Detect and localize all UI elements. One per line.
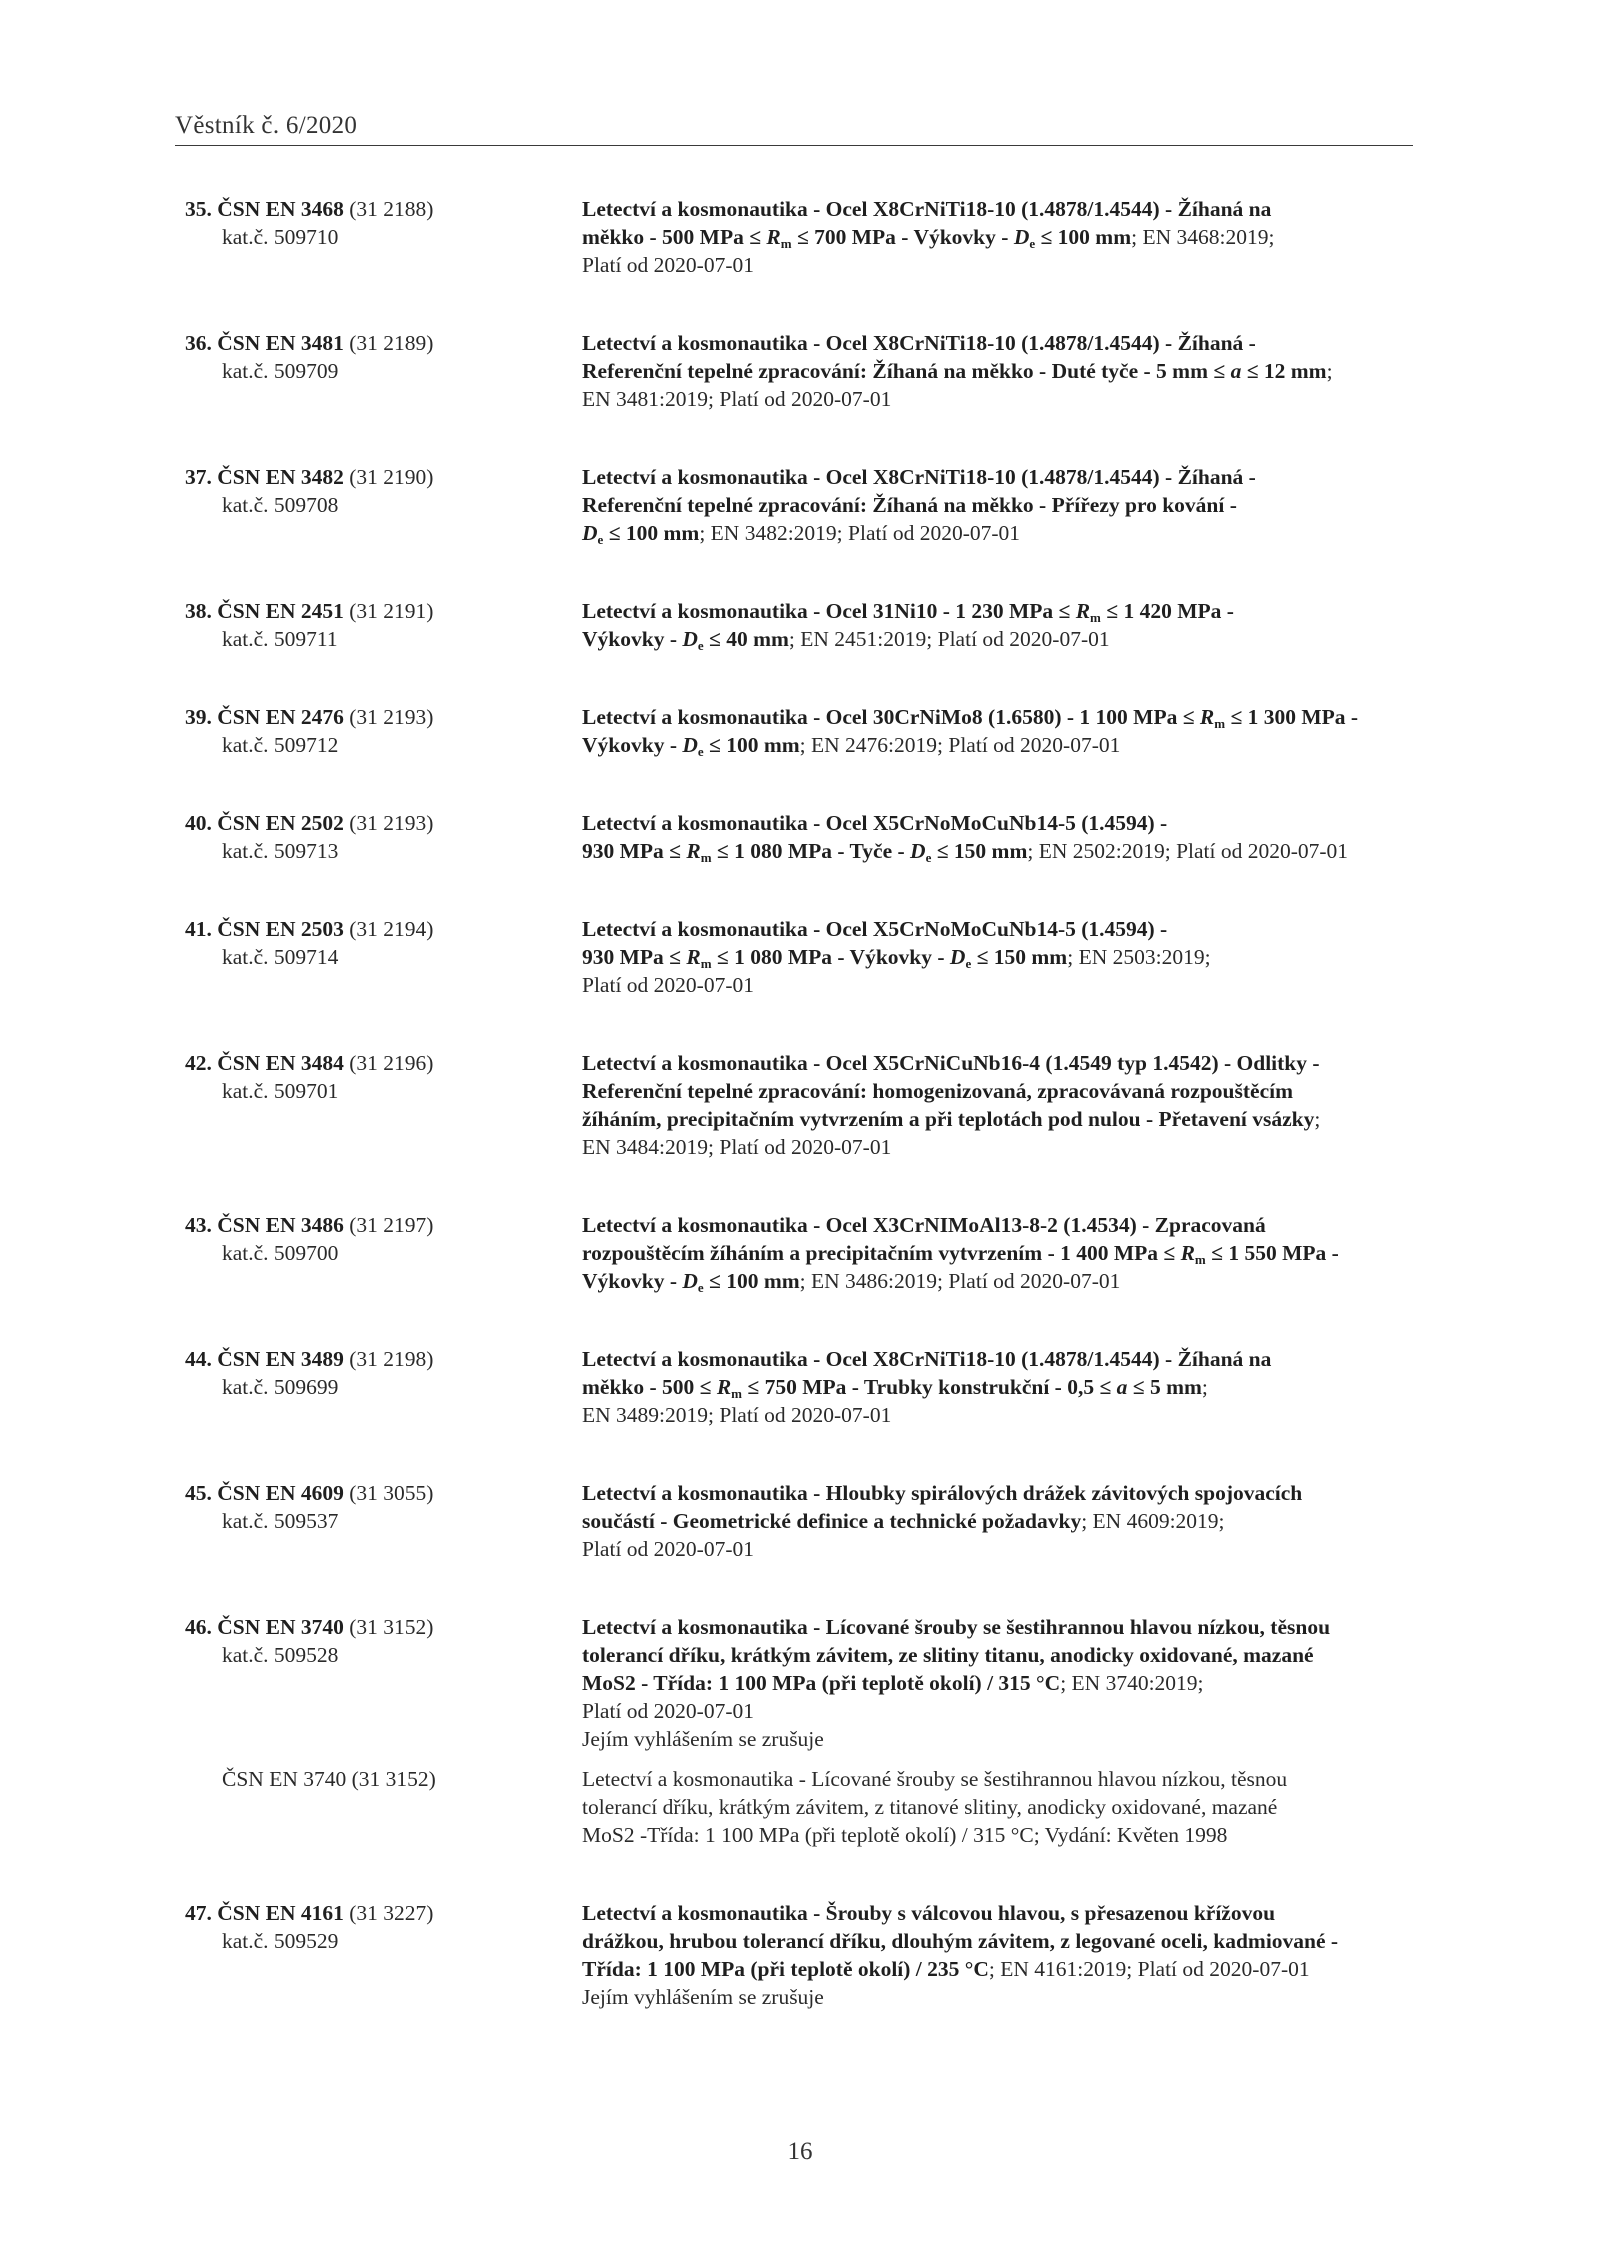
description-line xyxy=(582,491,1422,519)
text-segment: ≤ 1 550 MPa - xyxy=(1205,1241,1339,1265)
entry-number: 45. xyxy=(185,1481,212,1505)
description-line xyxy=(582,1697,1422,1725)
text-segment: ; xyxy=(1314,1107,1321,1131)
text-segment: e xyxy=(697,638,704,653)
description-line xyxy=(582,1345,1422,1373)
standard-entry xyxy=(0,195,1600,277)
text-segment: m xyxy=(1194,1252,1206,1267)
classification-code: (31 2197) xyxy=(349,1213,434,1237)
standard-designation xyxy=(185,809,515,865)
catalog-number: kat.č. 509713 xyxy=(222,839,339,863)
text-segment: tolerancí dříku, krátkým závitem, ze slitiny titanu, anodicky oxidované, mazané xyxy=(582,1643,1314,1667)
text-segment: ; xyxy=(1326,359,1333,383)
text-segment: e xyxy=(925,850,932,865)
standard-code: ČSN EN 3482 xyxy=(217,465,344,489)
catalog-number: kat.č. 509537 xyxy=(222,1509,339,1533)
description-line xyxy=(582,385,1422,413)
text-segment: ; EN 2502:2019; Platí od 2020-07-01 xyxy=(1027,839,1349,863)
description-line xyxy=(582,703,1422,731)
entry-number: 36. xyxy=(185,331,212,355)
text-segment: Platí od 2020-07-01 xyxy=(582,1537,754,1561)
text-segment: ≤ 1 300 MPa - xyxy=(1225,705,1359,729)
text-segment: ≤ 1 420 MPa - xyxy=(1100,599,1234,623)
withdrawn-description-line: MoS2 -Třída: 1 100 MPa (při teplotě okolí) / 315 °C; Vydání: Květen 1998 xyxy=(582,1823,1228,1847)
text-segment: D xyxy=(1013,225,1030,249)
standard-entry xyxy=(0,809,1600,865)
standard-designation xyxy=(185,915,515,971)
standard-code: ČSN EN 3486 xyxy=(217,1213,344,1237)
standard-designation xyxy=(185,597,515,653)
text-segment: ≤ 750 MPa - Trubky konstrukční - 0,5 ≤ xyxy=(742,1375,1117,1399)
standard-code: ČSN EN 3484 xyxy=(217,1051,344,1075)
standard-description xyxy=(582,809,1422,865)
text-segment: Platí od 2020-07-01 xyxy=(582,973,754,997)
description-line xyxy=(582,1725,1422,1753)
text-segment: R xyxy=(686,945,701,969)
standard-designation xyxy=(185,329,515,385)
text-segment: ≤ 100 mm xyxy=(1035,225,1132,249)
text-segment: ≤ 150 mm xyxy=(971,945,1068,969)
description-line xyxy=(582,223,1422,251)
classification-code: (31 3152) xyxy=(349,1615,434,1639)
classification-code: (31 2191) xyxy=(349,599,434,623)
classification-code: (31 2194) xyxy=(349,917,434,941)
text-segment: MoS2 - Třída: 1 100 MPa (při teplotě okolí) / 315 °C xyxy=(582,1671,1061,1695)
text-segment: Referenční tepelné zpracování: Žíhaná na měkko - Duté tyče - 5 mm ≤ xyxy=(582,359,1231,383)
description-line xyxy=(582,1983,1422,2011)
standard-code-line xyxy=(185,197,433,221)
text-segment: Letectví a kosmonautika - Ocel X8CrNiTi18-10 (1.4878/1.4544) - Žíhaná na xyxy=(582,1347,1272,1371)
text-segment: R xyxy=(1180,1241,1195,1265)
text-segment: Letectví a kosmonautika - Ocel X5CrNoMoCuNb14-5 (1.4594) - xyxy=(582,917,1168,941)
page-header-title: Věstník č. 6/2020 xyxy=(175,112,358,139)
standard-entry xyxy=(0,1479,1600,1561)
text-segment: Výkovky - xyxy=(582,627,683,651)
standard-description xyxy=(582,1345,1422,1429)
entry-number: 39. xyxy=(185,705,212,729)
entry-number: 46. xyxy=(185,1615,212,1639)
description-line xyxy=(582,731,1422,759)
description-line xyxy=(582,329,1422,357)
text-segment: D xyxy=(682,733,698,757)
classification-code: (31 2193) xyxy=(349,705,434,729)
standard-description xyxy=(582,1899,1422,2011)
entry-number: 38. xyxy=(185,599,212,623)
catalog-number: kat.č. 509701 xyxy=(222,1079,339,1103)
standard-entry xyxy=(0,597,1600,653)
catalog-number: kat.č. 509708 xyxy=(222,493,339,517)
standard-code-line xyxy=(185,1347,433,1371)
classification-code: (31 2196) xyxy=(349,1051,434,1075)
text-segment: ≤ 1 080 MPa - Tyče - xyxy=(711,839,911,863)
text-segment: D xyxy=(910,839,926,863)
description-line xyxy=(582,519,1422,547)
standard-description xyxy=(582,915,1422,999)
text-segment: ≤ 1 080 MPa - Výkovky - xyxy=(711,945,950,969)
standard-entry xyxy=(0,1613,1600,1847)
text-segment: EN 3481:2019; Platí od 2020-07-01 xyxy=(582,387,892,411)
entry-number: 42. xyxy=(185,1051,212,1075)
text-segment: ; EN 4161:2019; Platí od 2020-07-01 xyxy=(988,1957,1310,1981)
description-line xyxy=(582,357,1422,385)
text-segment: D xyxy=(682,627,698,651)
text-segment: Jejím vyhlášením se zrušuje xyxy=(582,1985,824,2009)
text-segment: e xyxy=(597,532,604,547)
standard-code-line xyxy=(185,1615,433,1639)
text-segment: Platí od 2020-07-01 xyxy=(582,1699,754,1723)
text-segment: měkko - 500 MPa ≤ xyxy=(582,225,767,249)
text-segment: Letectví a kosmonautika - Hloubky spirálových drážek závitových spojovacích xyxy=(582,1481,1303,1505)
classification-code: (31 3227) xyxy=(349,1901,434,1925)
text-segment: EN 3484:2019; Platí od 2020-07-01 xyxy=(582,1135,892,1159)
standard-designation xyxy=(185,195,515,251)
standard-description xyxy=(582,195,1422,279)
header-divider xyxy=(175,145,1413,146)
text-segment: ; EN 2503:2019; xyxy=(1067,945,1211,969)
entry-number: 37. xyxy=(185,465,212,489)
classification-code: (31 2188) xyxy=(349,197,434,221)
standard-code: ČSN EN 4609 xyxy=(217,1481,344,1505)
text-segment: ≤ 5 mm xyxy=(1127,1375,1202,1399)
text-segment: ; EN 3486:2019; Platí od 2020-07-01 xyxy=(799,1269,1121,1293)
withdrawn-description-line: Letectví a kosmonautika - Lícované šrouby se šestihrannou hlavou nízkou, těsnou xyxy=(582,1767,1288,1791)
text-segment: Letectví a kosmonautika - Ocel X5CrNiCuNb16-4 (1.4549 typ 1.4542) - Odlitky - xyxy=(582,1051,1320,1075)
classification-code: (31 2193) xyxy=(349,811,434,835)
description-line xyxy=(582,809,1422,837)
description-line xyxy=(582,1641,1422,1669)
description-line xyxy=(582,1239,1422,1267)
description-line xyxy=(582,1049,1422,1077)
standard-code: ČSN EN 3489 xyxy=(217,1347,344,1371)
entry-number: 44. xyxy=(185,1347,212,1371)
text-segment: 930 MPa ≤ xyxy=(582,945,687,969)
standard-code-line xyxy=(185,811,433,835)
standard-entry xyxy=(0,915,1600,997)
standard-designation xyxy=(185,1345,515,1401)
catalog-number: kat.č. 509700 xyxy=(222,1241,339,1265)
standard-entry xyxy=(0,1211,1600,1295)
entry-number: 43. xyxy=(185,1213,212,1237)
description-line xyxy=(582,195,1422,223)
entry-number: 35. xyxy=(185,197,212,221)
text-segment: R xyxy=(1199,705,1215,729)
text-segment: ; xyxy=(1201,1375,1208,1399)
description-line xyxy=(582,1899,1422,1927)
text-segment: ; EN 3740:2019; xyxy=(1060,1671,1204,1695)
text-segment: ; EN 2476:2019; Platí od 2020-07-01 xyxy=(799,733,1121,757)
description-line xyxy=(582,597,1422,625)
text-segment: D xyxy=(682,1269,698,1293)
standard-designation xyxy=(185,1613,515,1669)
text-segment: 930 MPa ≤ xyxy=(582,839,687,863)
standard-description xyxy=(582,329,1422,413)
catalog-number: kat.č. 509710 xyxy=(222,225,339,249)
text-segment: m xyxy=(700,850,712,865)
text-segment: ≤ 12 mm xyxy=(1241,359,1327,383)
standard-description xyxy=(582,1049,1422,1161)
description-line xyxy=(582,1267,1422,1295)
description-line xyxy=(582,1479,1422,1507)
description-line xyxy=(582,1669,1422,1697)
text-segment: a xyxy=(1230,359,1242,383)
standard-description xyxy=(582,597,1422,653)
standard-designation xyxy=(185,1049,515,1105)
standard-code-line xyxy=(185,465,433,489)
standard-designation xyxy=(185,1211,515,1267)
text-segment: R xyxy=(716,1375,732,1399)
text-segment: žíháním, precipitačním vytvrzením a při teplotách pod nulou - Přetavení vsázky xyxy=(582,1107,1315,1131)
standard-entry xyxy=(0,703,1600,759)
text-segment: ; EN 3468:2019; xyxy=(1131,225,1275,249)
standard-code: ČSN EN 3481 xyxy=(217,331,344,355)
classification-code: (31 3055) xyxy=(349,1481,434,1505)
text-segment: EN 3489:2019; Platí od 2020-07-01 xyxy=(582,1403,892,1427)
standard-code: ČSN EN 3468 xyxy=(217,197,344,221)
catalog-number: kat.č. 509714 xyxy=(222,945,339,969)
catalog-number: kat.č. 509529 xyxy=(222,1929,339,1953)
entry-number: 40. xyxy=(185,811,212,835)
description-line xyxy=(582,943,1422,971)
standard-designation xyxy=(185,1899,515,1955)
text-segment: Letectví a kosmonautika - Šrouby s válcovou hlavou, s přesazenou křížovou xyxy=(582,1901,1276,1925)
description-line xyxy=(582,1507,1422,1535)
text-segment: e xyxy=(697,1280,704,1295)
standard-designation xyxy=(185,1479,515,1535)
text-segment: ; EN 2451:2019; Platí od 2020-07-01 xyxy=(788,627,1110,651)
text-segment: rozpouštěcím žíháním a precipitačním vytvrzením - 1 400 MPa ≤ xyxy=(582,1241,1181,1265)
text-segment: m xyxy=(1090,610,1101,625)
classification-code: (31 2189) xyxy=(349,331,434,355)
text-segment: ≤ 40 mm xyxy=(703,627,789,651)
description-line xyxy=(582,1927,1422,1955)
classification-code: (31 2198) xyxy=(349,1347,434,1371)
description-line xyxy=(582,1401,1422,1429)
text-segment: Letectví a kosmonautika - Ocel X8CrNiTi18-10 (1.4878/1.4544) - Žíhaná - xyxy=(582,331,1256,355)
standard-description xyxy=(582,703,1422,759)
text-segment: drážkou, hrubou tolerancí dříku, dlouhým závitem, z legované oceli, kadmiované - xyxy=(582,1929,1339,1953)
text-segment: Výkovky - xyxy=(582,1269,683,1293)
standard-description xyxy=(582,1211,1422,1295)
text-segment: e xyxy=(1029,236,1036,251)
page-number: 16 xyxy=(787,2138,813,2165)
text-segment: ≤ 100 mm xyxy=(603,521,700,545)
standard-code: ČSN EN 3740 xyxy=(217,1615,344,1639)
catalog-number: kat.č. 509709 xyxy=(222,359,339,383)
standard-code-line xyxy=(185,1051,433,1075)
text-segment: součástí - Geometrické definice a technické požadavky xyxy=(582,1509,1082,1533)
catalog-number: kat.č. 509528 xyxy=(222,1643,339,1667)
text-segment: m xyxy=(731,1386,743,1401)
standard-designation xyxy=(185,703,515,759)
text-segment: měkko - 500 ≤ xyxy=(582,1375,717,1399)
entry-number: 41. xyxy=(185,917,212,941)
text-segment: Třída: 1 100 MPa (při teplotě okolí) / 235 °C xyxy=(582,1957,989,1981)
standard-code-line xyxy=(185,705,433,729)
standard-code-line xyxy=(185,599,433,623)
description-line xyxy=(582,1105,1422,1133)
catalog-number: kat.č. 509711 xyxy=(222,627,338,651)
text-segment: m xyxy=(1214,716,1226,731)
text-segment: R xyxy=(766,225,781,249)
withdrawn-standard-description xyxy=(582,1765,1422,1849)
text-segment: ≤ 150 mm xyxy=(931,839,1028,863)
description-line xyxy=(582,1373,1422,1401)
text-segment: Platí od 2020-07-01 xyxy=(582,253,754,277)
description-line xyxy=(582,463,1422,491)
text-segment: D xyxy=(582,521,598,545)
standard-entry xyxy=(0,1345,1600,1427)
text-segment: R xyxy=(1075,599,1091,623)
description-line xyxy=(582,1613,1422,1641)
catalog-number: kat.č. 509712 xyxy=(222,733,339,757)
description-line xyxy=(582,251,1422,279)
standard-code: ČSN EN 2451 xyxy=(217,599,344,623)
text-segment: m xyxy=(780,236,792,251)
standard-entry xyxy=(0,463,1600,547)
standard-code-line xyxy=(185,917,433,941)
text-segment: Jejím vyhlášením se zrušuje xyxy=(582,1727,824,1751)
withdrawn-description-line: tolerancí dříku, krátkým závitem, z titanové slitiny, anodicky oxidované, mazané xyxy=(582,1795,1278,1819)
text-segment: ; EN 3482:2019; Platí od 2020-07-01 xyxy=(699,521,1021,545)
entry-number: 47. xyxy=(185,1901,212,1925)
text-segment: Referenční tepelné zpracování: Žíhaná na měkko - Přířezy pro kování - xyxy=(582,493,1237,517)
text-segment: Letectví a kosmonautika - Ocel 30CrNiMo8 (1.6580) - 1 100 MPa ≤ xyxy=(582,705,1200,729)
description-line xyxy=(582,915,1422,943)
description-line xyxy=(582,837,1422,865)
text-segment: ; EN 4609:2019; xyxy=(1081,1509,1225,1533)
standard-description xyxy=(582,1479,1422,1563)
text-segment: ≤ 700 MPa - Výkovky - xyxy=(791,225,1014,249)
description-line xyxy=(582,625,1422,653)
standard-entry xyxy=(0,1899,1600,2009)
standard-code: ČSN EN 2502 xyxy=(217,811,344,835)
text-segment: Letectví a kosmonautika - Ocel 31Ni10 - 1 230 MPa ≤ xyxy=(582,599,1076,623)
description-line xyxy=(582,1133,1422,1161)
text-segment: ≤ 100 mm xyxy=(703,733,800,757)
description-line xyxy=(582,1535,1422,1563)
text-segment: ≤ 100 mm xyxy=(703,1269,800,1293)
standard-code-line xyxy=(185,1481,433,1505)
text-segment: Referenční tepelné zpracování: homogenizovaná, zpracovávaná rozpouštěcím xyxy=(582,1079,1293,1103)
description-line xyxy=(582,971,1422,999)
standard-description xyxy=(582,1613,1422,1849)
standard-code-line xyxy=(185,1901,433,1925)
standard-description xyxy=(582,463,1422,547)
standard-code: ČSN EN 2476 xyxy=(217,705,344,729)
description-line xyxy=(582,1077,1422,1105)
text-segment: Letectví a kosmonautika - Ocel X8CrNiTi18-10 (1.4878/1.4544) - Žíhaná na xyxy=(582,197,1272,221)
description-line xyxy=(582,1955,1422,1983)
text-segment: e xyxy=(697,744,704,759)
text-segment: Výkovky - xyxy=(582,733,683,757)
text-segment: Letectví a kosmonautika - Lícované šrouby se šestihrannou hlavou nízkou, těsnou xyxy=(582,1615,1331,1639)
standard-code-line xyxy=(185,331,433,355)
catalog-number: kat.č. 509699 xyxy=(222,1375,339,1399)
text-segment: D xyxy=(949,945,966,969)
text-segment: R xyxy=(686,839,701,863)
text-segment: Letectví a kosmonautika - Ocel X8CrNiTi18-10 (1.4878/1.4544) - Žíhaná - xyxy=(582,465,1256,489)
withdrawn-standard-code: ČSN EN 3740 (31 3152) xyxy=(222,1767,436,1791)
text-segment: Letectví a kosmonautika - Ocel X5CrNoMoCuNb14-5 (1.4594) - xyxy=(582,811,1168,835)
standard-entry xyxy=(0,329,1600,411)
standard-code: ČSN EN 4161 xyxy=(217,1901,344,1925)
classification-code: (31 2190) xyxy=(349,465,434,489)
standard-designation xyxy=(185,463,515,519)
standard-code: ČSN EN 2503 xyxy=(217,917,344,941)
text-segment: a xyxy=(1116,1375,1128,1399)
standard-entry xyxy=(0,1049,1600,1159)
text-segment: Letectví a kosmonautika - Ocel X3CrNIMoAl13-8-2 (1.4534) - Zpracovaná xyxy=(582,1213,1266,1237)
text-segment: e xyxy=(965,956,972,971)
standard-code-line xyxy=(185,1213,433,1237)
description-line xyxy=(582,1211,1422,1239)
text-segment: m xyxy=(700,956,712,971)
